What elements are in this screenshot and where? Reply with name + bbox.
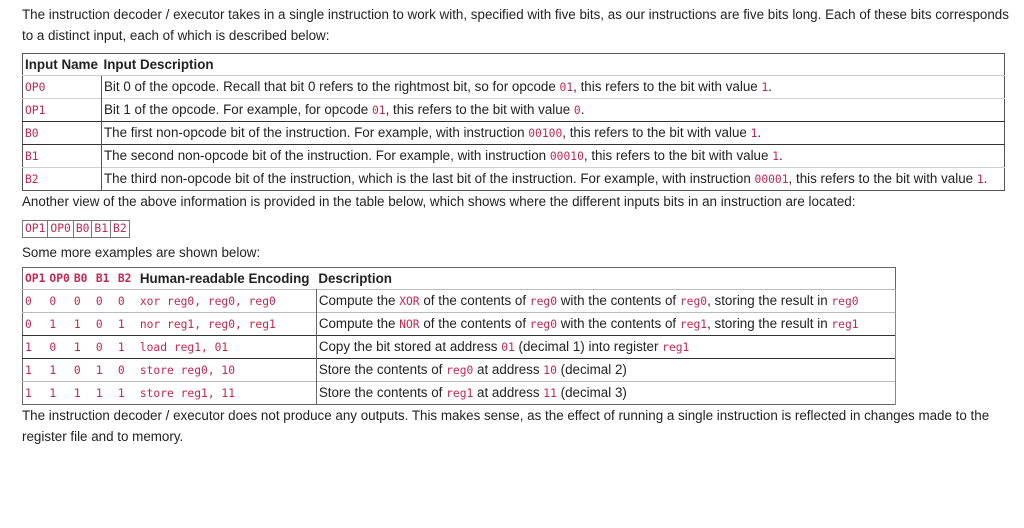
example-description: [316, 290, 895, 313]
text-fragment: , this refers to the bit with value: [788, 171, 977, 186]
examples-header-cell: Description: [318, 271, 392, 286]
inline-code: reg1: [679, 318, 708, 331]
example-bit: 0: [47, 290, 71, 313]
text-fragment: .: [580, 102, 585, 117]
text-fragment: The third non-opcode bit of the instruction, which is the last bit of the instruction. For example, with instruction: [104, 171, 755, 186]
example-bit: 0: [94, 290, 116, 313]
example-bit: 1: [94, 382, 116, 405]
input-name: B2: [25, 173, 39, 186]
bit-layout-cell: B0: [73, 221, 92, 238]
text-fragment: , storing the result in: [707, 316, 832, 331]
example-description: [316, 336, 895, 359]
inline-code: XOR: [399, 295, 420, 308]
examples-header-cell: OP1: [25, 272, 46, 285]
bit-layout-table: [22, 220, 130, 238]
text-fragment: , storing the result in: [707, 293, 832, 308]
inline-code: 1: [761, 81, 769, 94]
example-row: [23, 382, 896, 405]
text-fragment: of the contents of: [419, 293, 530, 308]
example-bit: 0: [116, 359, 138, 382]
text-fragment: with the contents of: [557, 316, 680, 331]
example-bit: 1: [23, 382, 48, 405]
text-fragment: (decimal 1) into register: [514, 339, 663, 354]
inline-code: 1: [976, 173, 984, 186]
view-paragraph: Another view of the above information is provided in the table below, which shows where the different inputs bits in an instruction are located:: [22, 194, 856, 209]
example-bit: 0: [72, 359, 94, 382]
input-description: [102, 168, 1005, 191]
text-fragment: with the contents of: [557, 293, 680, 308]
examples-header-cell: Human-readable Encoding: [139, 271, 310, 286]
inputs-table-body: [23, 76, 1005, 191]
text-fragment: (decimal 2): [556, 362, 627, 377]
inline-code: reg0: [831, 295, 859, 308]
example-bit: 1: [116, 336, 138, 359]
text-fragment: Bit 1 of the opcode. For example, for opcode: [104, 102, 372, 117]
input-name-cell: [23, 168, 102, 191]
example-encoding: load reg1, 01: [138, 336, 317, 359]
inline-code: 10: [543, 364, 557, 377]
example-bit: 1: [23, 336, 48, 359]
examples-header-cell: B2: [117, 272, 132, 285]
example-encoding: nor reg1, reg0, reg1: [138, 313, 317, 336]
example-encoding: store reg1, 11: [138, 382, 317, 405]
example-bit: 1: [47, 313, 71, 336]
text-fragment: , this refers to the bit with value: [573, 79, 762, 94]
bit-layout-cell: OP0: [48, 221, 73, 238]
example-bit: 0: [47, 336, 71, 359]
input-name: OP1: [25, 104, 46, 117]
examples-table-body: [23, 290, 896, 405]
outro-paragraph: The instruction decoder / executor does not produce any outputs. This makes sense, as the effect of running a single instruction is reflected in changes made to the register file and to memory.: [22, 408, 990, 444]
input-name: OP0: [25, 81, 46, 94]
inline-code: 1: [750, 127, 758, 140]
examples-header-cell: B1: [95, 272, 110, 285]
inline-code: NOR: [399, 318, 420, 331]
inputs-table: [22, 53, 1005, 191]
inline-code: reg0: [529, 318, 558, 331]
inline-code: 01: [559, 81, 574, 94]
input-name: B1: [25, 150, 39, 163]
input-name: B0: [25, 127, 39, 140]
example-bit: 1: [94, 359, 116, 382]
example-bit: 1: [47, 359, 71, 382]
input-name-cell: [23, 99, 102, 122]
text-fragment: Store the contents of: [318, 385, 447, 400]
input-description: [102, 76, 1005, 99]
inline-code: 11: [543, 387, 557, 400]
text-fragment: Compute the: [318, 293, 400, 308]
example-row: [23, 336, 896, 359]
text-fragment: .: [768, 79, 772, 94]
input-description: [102, 122, 1005, 145]
examples-header-cell: B0: [73, 272, 88, 285]
examples-table-header: [23, 268, 896, 290]
example-bit: 1: [47, 382, 71, 405]
input-description: [102, 99, 1005, 122]
text-fragment: .: [983, 171, 988, 186]
example-bit: 1: [23, 359, 48, 382]
text-fragment: Bit 0 of the opcode. Recall that bit 0 refers to the rightmost bit, so for opcode: [104, 79, 560, 94]
inline-code: 00100: [528, 127, 563, 140]
text-fragment: Compute the: [318, 316, 400, 331]
header-input-description: Input Description: [102, 54, 1005, 76]
input-row: [23, 76, 1005, 99]
inline-code: reg0: [529, 295, 558, 308]
example-bit: 0: [23, 290, 48, 313]
example-description: [316, 313, 895, 336]
inline-code: 1: [772, 150, 779, 163]
example-bit: 0: [72, 290, 94, 313]
example-row: [23, 290, 896, 313]
text-fragment: .: [757, 125, 762, 140]
input-description: [102, 145, 1005, 168]
example-description: [316, 382, 895, 405]
intro-paragraph: The instruction decoder / executor takes in a single instruction to work with, specified with five bits, as our instructions are five bits long. Each of these bits corresponds to a distinct input, each of which is described below:: [22, 7, 1009, 43]
inline-code: 00010: [549, 150, 584, 163]
input-row: [23, 122, 1005, 145]
text-fragment: of the contents of: [419, 316, 530, 331]
example-bit: 1: [116, 313, 138, 336]
example-bit: 0: [23, 313, 48, 336]
header-input-name: Input Name: [23, 54, 102, 76]
example-row: [23, 313, 896, 336]
inline-code: 01: [501, 341, 515, 354]
text-fragment: , this refers to the bit with value: [562, 125, 751, 140]
text-fragment: at address: [473, 385, 544, 400]
example-encoding: xor reg0, reg0, reg0: [138, 290, 317, 313]
example-row: [23, 359, 896, 382]
inline-code: reg1: [662, 341, 690, 354]
bit-layout-cell: B1: [92, 221, 111, 238]
input-name-cell: [23, 145, 102, 168]
bit-layout-row: [23, 221, 130, 238]
inline-code: 0: [573, 104, 581, 117]
examples-table: [22, 267, 896, 405]
inline-code: reg0: [679, 295, 708, 308]
text-fragment: at address: [473, 362, 544, 377]
text-fragment: , this refers to the bit with value: [385, 102, 574, 117]
input-row: [23, 99, 1005, 122]
example-bit: 1: [72, 336, 94, 359]
inline-code: reg1: [831, 318, 859, 331]
input-row: [23, 168, 1005, 191]
example-bit: 0: [94, 313, 116, 336]
inputs-table-header: [23, 54, 1005, 76]
input-row: [23, 145, 1005, 168]
example-bit: 1: [116, 382, 138, 405]
example-bit: 1: [72, 382, 94, 405]
text-fragment: .: [779, 148, 783, 163]
text-fragment: (decimal 3): [556, 385, 627, 400]
text-fragment: Copy the bit stored at address: [318, 339, 502, 354]
example-bit: 0: [116, 290, 138, 313]
inline-code: 00001: [754, 173, 789, 186]
text-fragment: Store the contents of: [318, 362, 447, 377]
bit-layout-cell: B2: [111, 221, 130, 238]
text-fragment: The first non-opcode bit of the instruction. For example, with instruction: [104, 125, 529, 140]
inline-code: reg0: [446, 364, 474, 377]
example-bit: 0: [94, 336, 116, 359]
example-bit: 1: [72, 313, 94, 336]
example-encoding: store reg0, 10: [138, 359, 317, 382]
examples-intro: Some more examples are shown below:: [22, 245, 261, 260]
bit-layout-cell: OP1: [23, 221, 48, 238]
input-name-cell: [23, 76, 102, 99]
input-name-cell: [23, 122, 102, 145]
example-description: [316, 359, 895, 382]
text-fragment: The second non-opcode bit of the instruction. For example, with instruction: [104, 148, 550, 163]
examples-header-cell: OP0: [49, 272, 70, 285]
inline-code: 01: [371, 104, 386, 117]
text-fragment: , this refers to the bit with value: [583, 148, 773, 163]
inline-code: reg1: [446, 387, 474, 400]
